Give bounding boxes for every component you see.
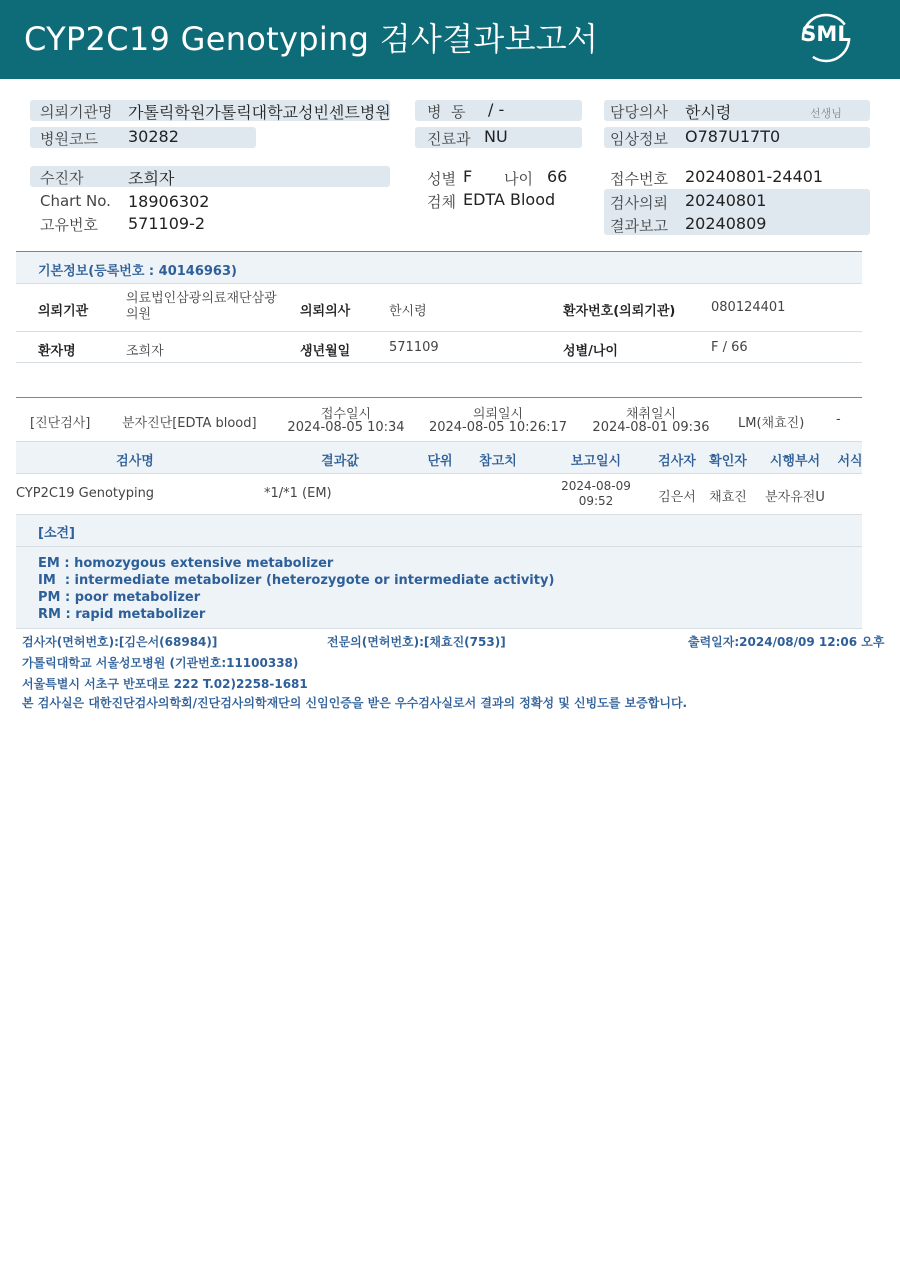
age-value: 66 (547, 167, 568, 186)
exam-lm: LM(채효진) (738, 416, 805, 431)
th-ref: 참고치 (479, 454, 517, 469)
findings-bottom (16, 628, 862, 629)
basic-inst-value: 의료법인삼광의료재단삼광 의원 (126, 291, 277, 322)
finding-rm: RM : rapid metabolizer (38, 607, 206, 622)
patient-label: 수진자 (40, 169, 84, 187)
basic-name-label: 환자명 (38, 344, 76, 359)
specimen-label: 검체 (427, 193, 456, 211)
footer-hospital: 가톨릭대학교 서울성모병원 (기관번호:11100338) (22, 656, 299, 670)
row-report-date: 2024-08-09 (561, 479, 631, 493)
exam-request-value: 2024-08-05 10:26:17 (428, 420, 568, 435)
specimen-value: EDTA Blood (463, 190, 556, 209)
exam-receipt-value: 2024-08-05 10:34 (287, 420, 405, 435)
patient-value: 조희자 (128, 169, 175, 188)
receipt-value: 20240801-24401 (685, 167, 824, 186)
footer-address: 서울특별시 서초구 반포대로 222 T.02)2258-1681 (22, 677, 308, 691)
th-dept: 시행부서 (769, 454, 821, 469)
row-report-time: 09:52 (578, 494, 614, 508)
basic-pid-label: 환자번호(의뢰기관) (563, 304, 676, 319)
clinical-label: 임상정보 (610, 130, 668, 148)
unique-value: 571109-2 (128, 214, 206, 233)
report-date-value: 20240809 (685, 214, 767, 233)
basic-divider-3 (16, 362, 862, 363)
basic-inst-label: 의뢰기관 (38, 304, 89, 319)
ward-value: / - (488, 100, 505, 119)
row-test-name: CYP2C19 Genotyping (16, 486, 155, 501)
institution-label: 의뢰기관명 (40, 103, 113, 121)
basic-dob-label: 생년월일 (300, 344, 351, 359)
request-date-value: 20240801 (685, 191, 767, 210)
chart-label: Chart No. (40, 192, 111, 210)
basic-name-value: 조희자 (126, 344, 164, 359)
table-header-bottom (16, 473, 862, 474)
doctor-label: 담당의사 (610, 103, 668, 121)
exam-collect-value: 2024-08-01 09:36 (592, 420, 710, 435)
row-dept: 분자유전U (765, 490, 825, 505)
basic-sexage-value: F / 66 (711, 340, 748, 355)
footer-printed: 출력일자:2024/08/09 12:06 오후 (688, 635, 885, 649)
footer-tester: 검사자(면허번호):[김은서(68984)] (22, 635, 218, 649)
basic-doc-value: 한시령 (389, 304, 427, 319)
basic-dob-value: 571109 (389, 340, 439, 355)
exam-receipt-label: 접수일시 (320, 407, 372, 422)
hospital-code-label: 병원코드 (40, 130, 98, 148)
exam-request-label: 의뢰일시 (472, 407, 524, 422)
doctor-suffix: 선생님 (810, 107, 842, 120)
unique-label: 고유번호 (40, 216, 98, 234)
basic-sexage-label: 성별/나이 (563, 344, 618, 359)
receipt-label: 접수번호 (610, 170, 668, 188)
th-report: 보고일시 (570, 454, 622, 469)
report-date-label: 결과보고 (610, 217, 668, 235)
exam-dash: - (836, 412, 841, 427)
report-title: CYP2C19 Genotyping 검사결과보고서 (24, 20, 599, 58)
exam-type: 분자진단[EDTA blood] (122, 416, 257, 431)
institution-value: 가톨릭학원가톨릭대학교성빈센트병원 (128, 103, 391, 122)
row-tester: 김은서 (658, 490, 696, 505)
doctor-value: 한시령 (685, 103, 732, 122)
exam-collect-label: 채취일시 (625, 407, 677, 422)
th-name: 검사명 (116, 454, 154, 469)
request-date-label: 검사의뢰 (610, 194, 668, 212)
age-label: 나이 (504, 170, 533, 188)
basic-divider-1 (16, 283, 862, 284)
exam-category: [진단검사] (30, 416, 91, 431)
sex-value: F (463, 167, 473, 186)
patient-pill (30, 166, 390, 187)
row-result: *1/*1 (EM) (264, 486, 332, 501)
basic-doc-label: 의뢰의사 (300, 304, 351, 319)
logo-text: SML (801, 22, 851, 46)
finding-pm: PM : poor metabolizer (38, 590, 201, 605)
sex-label: 성별 (427, 170, 456, 188)
footer-cert: 본 검사실은 대한진단검사의학회/진단검사의학재단의 신임인증을 받은 우수검사실로서 결과의 정확성 및 신빙도를 보증합니다. (22, 696, 688, 710)
department-label: 진료과 (427, 130, 471, 148)
finding-im: IM : intermediate metabolizer (heterozygote or intermediate activity) (38, 573, 555, 588)
th-form: 서식 (837, 454, 863, 469)
chart-value: 18906302 (128, 192, 210, 211)
th-result: 결과값 (321, 454, 359, 469)
basic-divider-2 (16, 331, 862, 332)
th-confirmer: 확인자 (709, 454, 747, 469)
th-unit: 단위 (427, 454, 453, 469)
footer-specialist: 전문의(면허번호):[채효진(753)] (327, 635, 506, 649)
findings-title: [소견] (38, 526, 75, 541)
exam-top-line (16, 397, 862, 398)
finding-em: EM : homozygous extensive metabolizer (38, 556, 334, 571)
ward-label: 병 동 (427, 103, 466, 121)
basic-title: 기본정보(등록번호 : 40146963) (38, 264, 237, 279)
basic-pid-value: 080124401 (711, 300, 786, 315)
row-confirmer: 채효진 (709, 490, 747, 505)
department-value: NU (484, 127, 508, 146)
hospital-code-value: 30282 (128, 127, 179, 146)
th-tester: 검사자 (658, 454, 696, 469)
findings-divider (16, 546, 862, 547)
clinical-value: O787U17T0 (685, 127, 781, 146)
table-header-top (16, 441, 862, 442)
